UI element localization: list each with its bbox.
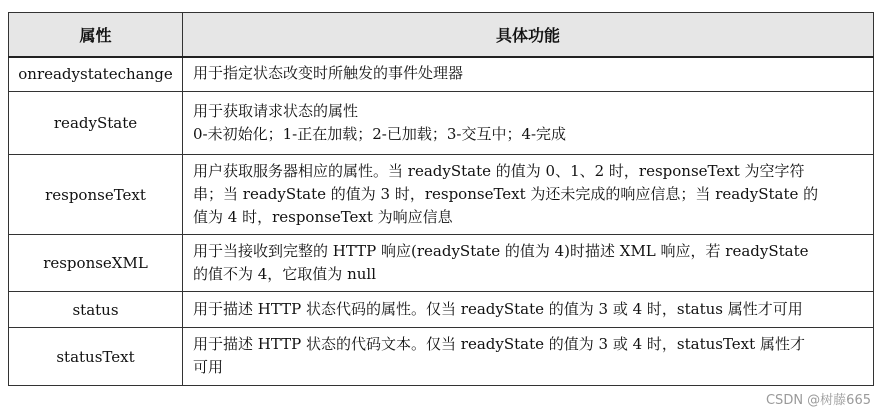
property-description — [183, 292, 874, 328]
table-row — [9, 328, 874, 386]
description-line: 用于描述 HTTP 状态代码的属性。仅当 readyState 的值为 3 或 4 时，status 属性才可用 — [193, 299, 803, 318]
property-description — [183, 57, 874, 92]
description-line: 用户获取服务器相应的属性。当 readyState 的值为 0、1、2 时，responseText 为空字符 — [193, 161, 805, 180]
description-line: 串；当 readyState 的值为 3 时，responseText 为还未完成的响应信息；当 readyState 的 — [193, 184, 819, 203]
header-function: 具体功能 — [183, 13, 874, 57]
description-line: 的值不为 4，它取值为 null — [193, 264, 376, 283]
description-line: 值为 4 时，responseText 为响应信息 — [193, 207, 453, 226]
property-name: responseText — [9, 155, 183, 235]
table-row — [9, 292, 874, 328]
table-header-row — [9, 13, 874, 57]
description-line: 0-未初始化；1-正在加载；2-已加载；3-交互中；4-完成 — [193, 124, 567, 143]
property-name: responseXML — [9, 235, 183, 292]
description-line: 用于当接收到完整的 HTTP 响应(readyState 的值为 4)时描述 XML 响应，若 readyState — [193, 241, 809, 260]
property-description — [183, 155, 874, 235]
property-name: status — [9, 292, 183, 328]
table-row — [9, 92, 874, 155]
property-description — [183, 235, 874, 292]
table-row — [9, 155, 874, 235]
description-line: 用于指定状态改变时所触发的事件处理器 — [193, 64, 464, 83]
table-row — [9, 57, 874, 92]
header-attribute: 属性 — [9, 13, 183, 57]
description-line: 用于获取请求状态的属性 — [193, 101, 359, 120]
description-line: 可用 — [193, 358, 224, 376]
watermark: CSDN @树藤665 — [765, 393, 871, 408]
property-name: readyState — [9, 92, 183, 155]
properties-table — [8, 12, 874, 386]
property-name: onreadystatechange — [9, 57, 183, 92]
description-line: 用于描述 HTTP 状态的代码文本。仅当 readyState 的值为 3 或 4 时，statusText 属性才 — [193, 335, 805, 353]
property-name: statusText — [9, 328, 183, 386]
property-description — [183, 92, 874, 155]
property-description — [183, 328, 874, 386]
table-row — [9, 235, 874, 292]
